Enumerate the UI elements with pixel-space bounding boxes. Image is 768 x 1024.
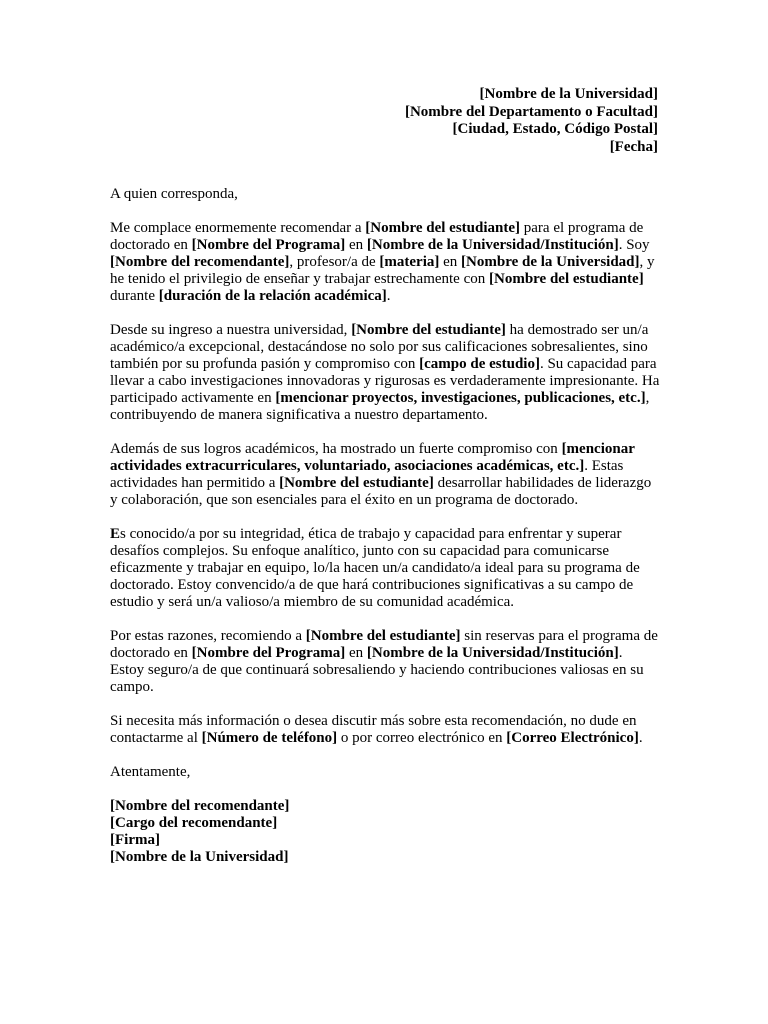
- p5-text-1: Por estas razones, recomiendo a: [110, 628, 306, 644]
- p5-student-name: [Nombre del estudiante]: [305, 628, 461, 644]
- p4-text-1: s conocido/a por su integridad, ética de trabajo y capacidad para enfrentar y superar desafíos complejos. Su enfoque analítico, junto con su capacidad para comunicarse eficazmente y trabajar en equipo, lo/la hacen un/a candidato/a ideal para su programa de doctorado. Estoy convencido/a de que hará contribuciones significativas a su campo de estudio y será un/a valioso/a miembro de su comunidad académica.: [110, 526, 640, 610]
- p2-text-1: Desde su ingreso a nuestra universidad,: [110, 322, 352, 338]
- p2-text-2: ha demostrado ser un/a académico/a excepcional, destacándose no solo por sus calificaciones sobresalientes, sino también por su profunda pasión y compromiso con: [110, 322, 649, 372]
- p2-field: [campo de estudio]: [419, 356, 540, 372]
- p1-student-name: [Nombre del estudiante]: [365, 220, 521, 236]
- p2-student-name: [Nombre del estudiante]: [351, 322, 506, 338]
- signature-sign: [Firma]: [110, 832, 160, 848]
- p5-institution-name: [Nombre de la Universidad/Institución]: [366, 645, 619, 661]
- p1-duration: [duración de la relación académica]: [158, 288, 387, 304]
- p2-text-3: . Su capacidad para llevar a cabo investigaciones innovadoras y rigurosas es verdaderamente impresionante. Ha participado activamente en: [110, 356, 660, 406]
- letter-body: [110, 186, 660, 866]
- paragraph-3: [110, 441, 660, 509]
- p6-text-1: Si necesita más información o desea discutir más sobre esta recomendación, no dude en contactarme al: [110, 713, 637, 746]
- p1-text-5: , profesor/a de: [289, 254, 380, 270]
- p1-text-8: durante: [110, 288, 159, 304]
- paragraph-2: [110, 322, 660, 424]
- p3-activities: [mencionar actividades extracurriculares, voluntariado, asociaciones académicas, etc.]: [110, 441, 635, 474]
- closing: Atentamente,: [110, 764, 191, 780]
- header-date: [Fecha]: [609, 138, 658, 155]
- p5-text-3: en: [345, 645, 367, 661]
- signature-block: [110, 798, 660, 866]
- paragraph-1: [110, 220, 660, 305]
- p5-program-name: [Nombre del Programa]: [191, 645, 346, 661]
- letter-header: [405, 86, 658, 156]
- p5-text-4: . Estoy seguro/a de que continuará sobresaliendo y haciendo contribuciones valiosas en su campo.: [110, 645, 644, 695]
- salutation: A quien corresponda,: [110, 186, 238, 202]
- signature-title: [Cargo del recomendante]: [110, 815, 278, 831]
- signature-university: [Nombre de la Universidad]: [110, 849, 289, 865]
- p3-student-name: [Nombre del estudiante]: [279, 475, 434, 491]
- p1-institution-name: [Nombre de la Universidad/Institución]: [366, 237, 619, 253]
- p1-text-3: en: [345, 237, 367, 253]
- p3-text-1: Además de sus logros académicos, ha mostrado un fuerte compromiso con: [110, 441, 562, 457]
- p1-text-4: . Soy: [618, 237, 650, 253]
- p1-text-9: .: [386, 288, 391, 304]
- p2-projects: [mencionar proyectos, investigaciones, publicaciones, etc.]: [275, 390, 646, 406]
- p3-text-2: . Estas actividades han permitido a: [110, 458, 624, 491]
- p6-text-2: o por correo electrónico en: [337, 730, 507, 746]
- header-city: [Ciudad, Estado, Código Postal]: [452, 121, 658, 137]
- p1-subject: [materia]: [379, 254, 440, 270]
- p1-text-6: en: [439, 254, 462, 270]
- p1-student-name-2: [Nombre del estudiante]: [489, 271, 644, 287]
- p6-phone: [Número de teléfono]: [201, 730, 338, 746]
- header-university: [Nombre de la Universidad]: [479, 86, 658, 102]
- header-department: [Nombre del Departamento o Facultad]: [404, 103, 658, 120]
- paragraph-5: [110, 628, 660, 696]
- p4-initial: E: [110, 526, 121, 542]
- p1-university-name: [Nombre de la Universidad]: [461, 254, 640, 270]
- p1-recommender-name: [Nombre del recomendante]: [110, 254, 290, 270]
- p1-text-7: , y he tenido el privilegio de enseñar y trabajar estrechamente con: [110, 254, 655, 287]
- p6-email: [Correo Electrónico]: [506, 730, 639, 746]
- p5-text-2: sin reservas para el programa de doctorado en: [110, 628, 658, 661]
- signature-name: [Nombre del recomendante]: [110, 798, 290, 814]
- paragraph-6: [110, 713, 660, 747]
- p6-text-3: .: [638, 730, 643, 746]
- p2-text-4: , contribuyendo de manera significativa a nuestro departamento.: [110, 390, 650, 423]
- p1-program-name: [Nombre del Programa]: [191, 237, 346, 253]
- paragraph-4: [110, 526, 660, 611]
- p1-text-1: Me complace enormemente recomendar a: [110, 220, 366, 236]
- p3-text-3: desarrollar habilidades de liderazgo y colaboración, que son esenciales para el éxito en un programa de doctorado.: [110, 475, 652, 508]
- p1-text-2: para el programa de doctorado en: [110, 220, 644, 253]
